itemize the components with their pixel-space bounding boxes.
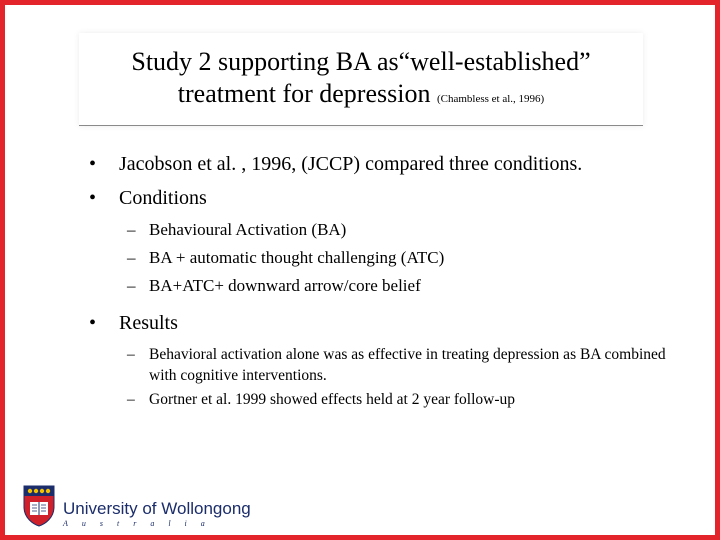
bullet-item <box>89 151 689 177</box>
university-name: University of Wollongong <box>63 499 251 518</box>
title-line-2 <box>79 79 643 114</box>
title-box <box>79 33 643 126</box>
bullet-text: Conditions <box>119 187 207 209</box>
sub-item <box>89 219 689 240</box>
sub-text: BA+ATC+ downward arrow/core belief <box>149 276 421 295</box>
bullet-item <box>89 310 689 336</box>
sub-symbol: – <box>127 391 135 408</box>
sub-symbol: – <box>127 220 136 239</box>
sub-symbol: – <box>127 248 136 267</box>
sub-item <box>89 247 689 268</box>
sub-symbol: – <box>127 276 136 295</box>
bullet-symbol: • <box>89 312 97 334</box>
sub-item <box>89 275 689 296</box>
bullet-item <box>89 185 689 211</box>
university-logo <box>23 485 253 533</box>
bullet-text: Jacobson et al. , 1996, (JCCP) compared three conditions. <box>119 153 583 175</box>
sub-item <box>89 389 679 410</box>
slide-body <box>89 151 689 424</box>
bullet-symbol: • <box>89 153 97 175</box>
university-crest-icon <box>23 485 55 527</box>
bullet-symbol: • <box>89 187 97 209</box>
sub-list <box>89 219 689 296</box>
sub-text: Behavioural Activation (BA) <box>149 220 347 239</box>
title-citation: (Chambless et al., 1996) <box>436 93 545 105</box>
bullet-text: Results <box>119 312 178 334</box>
sub-list <box>89 344 689 410</box>
sub-text: Gortner et al. 1999 showed effects held at 2 year follow-up <box>149 391 515 408</box>
sub-text: BA + automatic thought challenging (ATC) <box>149 248 445 267</box>
sub-symbol: – <box>127 346 135 363</box>
title-text: treatment for depression <box>177 79 437 108</box>
title-line-1: Study 2 supporting BA as“well-established” <box>131 47 591 76</box>
sub-text: Behavioral activation alone was as effective in treating depression as BA combined with cognitive interventions. <box>149 346 666 384</box>
university-country: Australia <box>63 519 219 528</box>
sub-item <box>89 344 679 386</box>
